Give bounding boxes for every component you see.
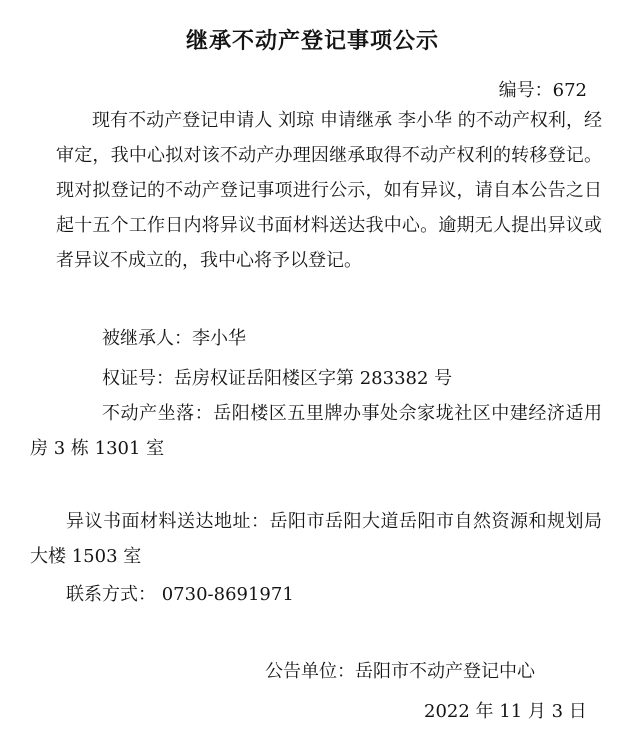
contact-line: 联系方式： 0730-8691971 (66, 584, 294, 605)
decedent-line: 被继承人：李小华 (102, 328, 246, 349)
notice-title: 继承不动产登记事项公示 (185, 29, 439, 54)
certificate-line: 权证号：岳房权证岳阳楼区字第 283382 号 (102, 368, 453, 389)
objection-address: 异议书面材料送达地址：岳阳市岳阳大道岳阳市自然资源和规划局大楼 1503 室 (30, 511, 602, 567)
notice-date: 2022 年 11 月 3 日 (424, 701, 587, 722)
notice-body: 现有不动产登记申请人 刘琼 申请继承 李小华 的不动产权利，经审定，我中心拟对该不动产办理因继承取得不动产权利的转移登记。现对拟登记的不动产登记事项进行公示，如有异议，请自本公告之日起十五个工作日内将异议书面材料送达我中心。逾期无人提出异议或者异议不成立的，我中心将予以登记。 (56, 110, 602, 271)
issuing-unit: 公告单位：岳阳市不动产登记中心 (265, 661, 535, 682)
property-location: 不动产坐落：岳阳楼区五里牌办事处佘家垅社区中建经济适用房 3 栋 1301 室 (30, 403, 602, 459)
serial-number: 编号：672 (498, 80, 587, 101)
